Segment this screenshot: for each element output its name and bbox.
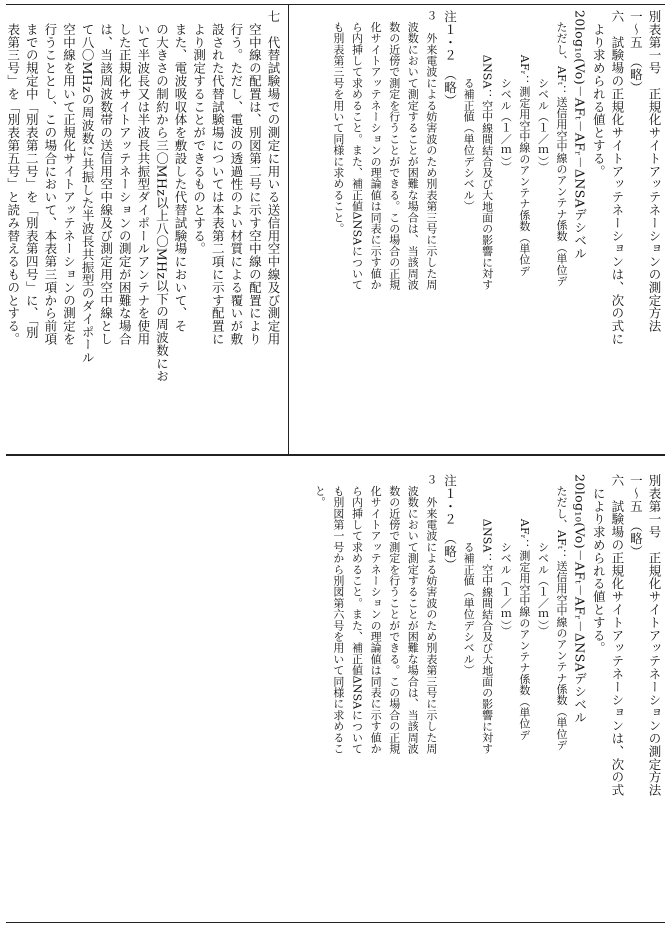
text-line: 数の近傍で測定を行うことができる。この場合の正規 [387, 10, 401, 290]
formula-line: 20log₁₀(Vo)－AFₜ－AFᵣ－ΔNSAデシベル [572, 10, 588, 260]
text-line: より求められる値とする。 [591, 10, 607, 178]
column-divider [288, 4, 289, 455]
text-line: シベル（１／ｍ）） [536, 474, 550, 637]
text-line: も別表第三号を用いて同様に求めること。 [331, 10, 345, 234]
text-line: 波数において測定することが困難な場合は、当該周波 [406, 10, 420, 290]
text-line: ３ 外来電波による妨害波のため別表第三号に示した周 [424, 10, 438, 290]
text-line: 化サイトアッテネーションの理論値は同表に示す値か [369, 474, 383, 754]
text-line: により求められる値とする。 [591, 474, 607, 655]
text-line: 別表第一号 正規化サイトアッテネーションの測定方法 [647, 474, 662, 797]
text-line: ΔNSA：空中線間結合及び大地面の影響に対す [480, 10, 494, 291]
text-line: いて半波長又は半波長共振型ダイポールアンテナを使用 [135, 10, 151, 346]
formula-line: 20log₁₀(Vo)－AFₜ－AFᵣ－ΔNSAデシベル [572, 474, 588, 724]
top-panel-main-text [295, 10, 663, 440]
text-line: 波数において測定することが困難な場合は、当該周波 [406, 474, 420, 754]
text-line: シベル（１／ｍ）） [499, 474, 513, 637]
top-panel-item-seven [5, 10, 282, 440]
text-line: 表第三号」を「別表第五号」と読み替えるものとする。 [5, 10, 21, 346]
note-line: 注１・２ （略） [442, 10, 458, 107]
text-line: 化サイトアッテネーションの理論値は同表に示す値か [369, 10, 383, 290]
text-line: 六 試験場の正規化サイトアッテネーションは、次の式 [609, 474, 625, 797]
note-line: 注１・２ （略） [442, 474, 458, 571]
text-line: シベル（１／ｍ）） [536, 10, 550, 173]
text-line: 一～五 （略） [628, 10, 644, 95]
text-line: 空中線の配置は、別図第二号に示す空中線の配置により [247, 10, 263, 346]
text-line: る補正値（単位デシベル） [462, 474, 476, 676]
text-line: 空中線を用いて正規化サイトアッテネーションの測定を [61, 10, 77, 346]
text-line: AFᵣ：測定用空中線のアンテナ係数（単位デ [517, 10, 531, 277]
text-line: る補正値（単位デシベル） [462, 10, 476, 212]
middle-rule [6, 454, 665, 456]
text-line: 六 試験場の正規化サイトアッテネーションは、次の式に [609, 10, 625, 346]
text-line: も別図第一号から別図第六号を用いて同様に求めるこ [331, 474, 345, 754]
text-line: また、電波吸収体を敷設した代替試験場において、そ [173, 10, 189, 333]
text-line: までの規定中「別表第二号」を「別表第四号」に、「別 [24, 10, 40, 340]
text-line: ただし、AFₜ：送信用空中線のアンテナ係数（単位デ [555, 474, 569, 751]
text-line: ΔNSA：空中線間結合及び大地面の影響に対す [480, 474, 494, 755]
top-rule [6, 4, 665, 5]
text-line: 行うこととし、この場合において、本表第三項から前項 [42, 10, 58, 346]
bottom-panel-main-text [10, 474, 663, 914]
text-line: は、当該周波数帯の送信用空中線及び測定用空中線とし [98, 10, 114, 346]
text-line: 別表第一号 正規化サイトアッテネーションの測定方法 [647, 10, 662, 333]
bottom-rule [6, 922, 665, 923]
text-line: ら内挿して求めること。また、補正値ΔNSAについて [350, 474, 364, 755]
text-line: の大きさの制約から三〇MHz以上八〇MHz以下の周波数にお [154, 10, 170, 383]
text-line: ら内挿して求めること。また、補正値ΔNSAについて [350, 10, 364, 291]
text-line: ただし、AFₜ：送信用空中線のアンテナ係数（単位デ [555, 10, 569, 287]
text-line: 数の近傍で測定を行うことができる。この場合の正規 [387, 474, 401, 754]
text-line: 一～五 （略） [628, 474, 644, 559]
text-line: より測定することができるものとする。 [191, 10, 207, 256]
text-line: ３ 外来電波による妨害波のため別表第三号に示した周 [424, 474, 438, 754]
text-line: 設された代替試験場については本表第二項に示す配置に [210, 10, 226, 346]
text-line: 七 代替試験場での測定に用いる送信用空中線及び測定用 [266, 10, 281, 346]
text-line: 行う。ただし、電波の透過性のよい材質による覆いが敷 [228, 10, 244, 346]
text-line: て八〇MHzの周波数に共振した半波長共振型のダイポール [80, 10, 96, 364]
text-line: AFᵣ：測定用空中線のアンテナ係数（単位デ [517, 474, 531, 741]
text-line: と。 [313, 474, 327, 508]
text-line: した正規化サイトアッテネーションの測定が困難な場合 [117, 10, 133, 346]
text-line: シベル（１／ｍ）） [499, 10, 513, 173]
